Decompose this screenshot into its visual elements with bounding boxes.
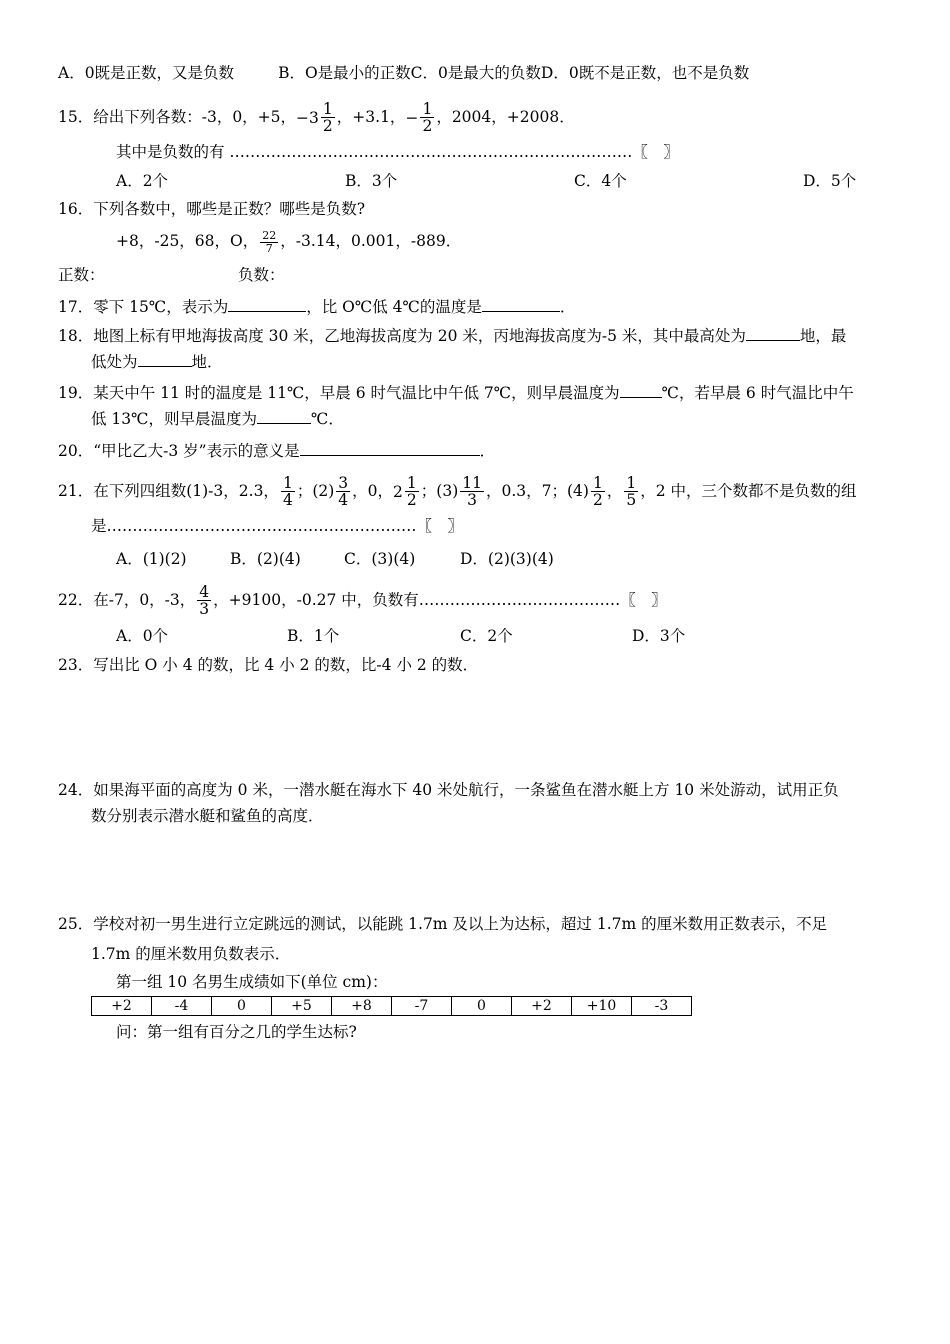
q25-question: 问：第一组有百分之几的学生达标? [116, 1023, 357, 1041]
q24-line2: 数分别表示潜水艇和鲨鱼的高度． [91, 807, 324, 825]
q22-option-c: C．2个 [460, 627, 513, 645]
q17-blank-1 [228, 311, 306, 312]
q17: 17．零下 15℃，表示为 ，比 O℃低 4℃的温度是 ． [58, 298, 576, 316]
q23: 23．写出比 O 小 4 的数，比 4 小 2 的数，比-4 小 2 的数． [58, 656, 479, 674]
q20: 20．“甲比乙大-3 岁”表示的意义是 ． [58, 442, 496, 460]
score-cell: -3 [632, 997, 692, 1016]
q16-negative-label: 负数： [238, 266, 285, 284]
q22-option-a: A．0个 [116, 627, 169, 645]
q16-positive-label: 正数： [58, 266, 105, 284]
q19-blank-1 [620, 397, 662, 398]
score-cell: -7 [392, 997, 452, 1016]
q20-blank [300, 455, 480, 456]
table-row [92, 997, 692, 1016]
q22-stem: 22．在-7，0，-3， $\frac{4}{3}$ ，+9100，-0.27 中，负数有…………………………………〖 〗 [58, 583, 667, 619]
q15-mixed-number: − 3 $\frac{1}{2}$ [296, 100, 333, 136]
score-cell: 0 [212, 997, 272, 1016]
q14-option-d: D．0既不是正数，也不是负数 [540, 64, 750, 82]
q16-fraction: $\frac{22}{7}$ [262, 229, 277, 255]
q22-option-d: D．3个 [632, 627, 686, 645]
q21-option-c: C．(3)(4) [344, 550, 416, 568]
q15-stem: 15．给出下列各数：-3，0，+5， − 3 $\frac{1}{2}$ ，+3.1， − $\frac{1}{2}$ ，2004，+2008． [58, 100, 575, 136]
score-cell: +5 [272, 997, 332, 1016]
q18-line2: 低处为 地． [91, 353, 223, 371]
q19-line2: 低 13℃，则早晨温度为 ℃． [91, 410, 344, 428]
q15-prompt: 其中是负数的有 ……………………………………………………………………〖 〗 [116, 143, 679, 161]
q16-numbers: +8，-25，68，O， $\frac{22}{7}$ ，-3.14，0.001，-889． [116, 229, 462, 255]
q21-option-a: A．(1)(2) [116, 550, 187, 568]
score-cell: -4 [152, 997, 212, 1016]
q15-fraction: − $\frac{1}{2}$ [405, 100, 433, 136]
q18-line1: 18．地图上标有甲地海拔高度 30 米，乙地海拔高度为 20 米，丙地海拔高度为-5 米，其中最高处为 地，最 [58, 327, 847, 345]
q14-options [58, 63, 749, 83]
q21-option-b: B．(2)(4) [230, 550, 301, 568]
score-cell: +8 [332, 997, 392, 1016]
score-cell: +10 [572, 997, 632, 1016]
q21-option-d: D．(2)(3)(4) [460, 550, 554, 568]
q15-option-b: B．3个 [345, 172, 398, 190]
score-cell: +2 [92, 997, 152, 1016]
q19-line1: 19．某天中午 11 时的温度是 11℃，早晨 6 时气温比中午低 7℃，则早晨温度为 ℃，若早晨 6 时气温比中午 [58, 384, 854, 402]
q16-stem: 16．下列各数中，哪些是正数？哪些是负数? [58, 200, 366, 218]
q15-option-a: A．2个 [116, 172, 169, 190]
q19-blank-2 [257, 423, 311, 424]
score-cell: +2 [512, 997, 572, 1016]
q14-option-a: A．0既是正数，又是负数 [58, 64, 235, 82]
q17-blank-2 [482, 311, 560, 312]
q15-option-d: D．5个 [803, 172, 857, 190]
q22-option-b: B．1个 [287, 627, 340, 645]
score-cell: 0 [452, 997, 512, 1016]
q14-option-b: B．O是最小的正数 [278, 64, 411, 82]
q25-line1: 25．学校对初一男生进行立定跳远的测试，以能跳 1.7m 及以上为达标，超过 1.7m 的厘米数用正数表示，不足 [58, 915, 828, 933]
q24-line1: 24．如果海平面的高度为 0 米，一潜水艇在海水下 40 米处航行，一条鲨鱼在潜水艇上方 10 米处游动，试用正负 [58, 781, 839, 799]
q25-score-table [91, 996, 692, 1016]
q18-blank-1 [746, 340, 800, 341]
q25-table-caption: 第一组 10 名男生成绩如下(单位 cm)： [116, 973, 388, 991]
q21-prompt: 是……………………………………………………〖 〗 [91, 517, 464, 535]
q18-blank-2 [138, 366, 192, 367]
q15-option-c: C．4个 [574, 172, 627, 190]
q21-stem: 21．在下列四组数(1)-3，2.3， $\frac{1}{4}$ ；(2) $\frac{3}{4}$ ，0， 2 $\frac{1}{2}$ ；(3) $\frac{11}{3}$ ，0.3，7；(4) $\frac{1}{2}$ ， $\frac{1}{5}$ ，2 中，三个数都不是负数的组 [58, 474, 857, 510]
q25-line2: 1.7m 的厘米数用负数表示． [91, 945, 291, 963]
q14-option-c: C．0是最大的负数 [410, 64, 541, 82]
